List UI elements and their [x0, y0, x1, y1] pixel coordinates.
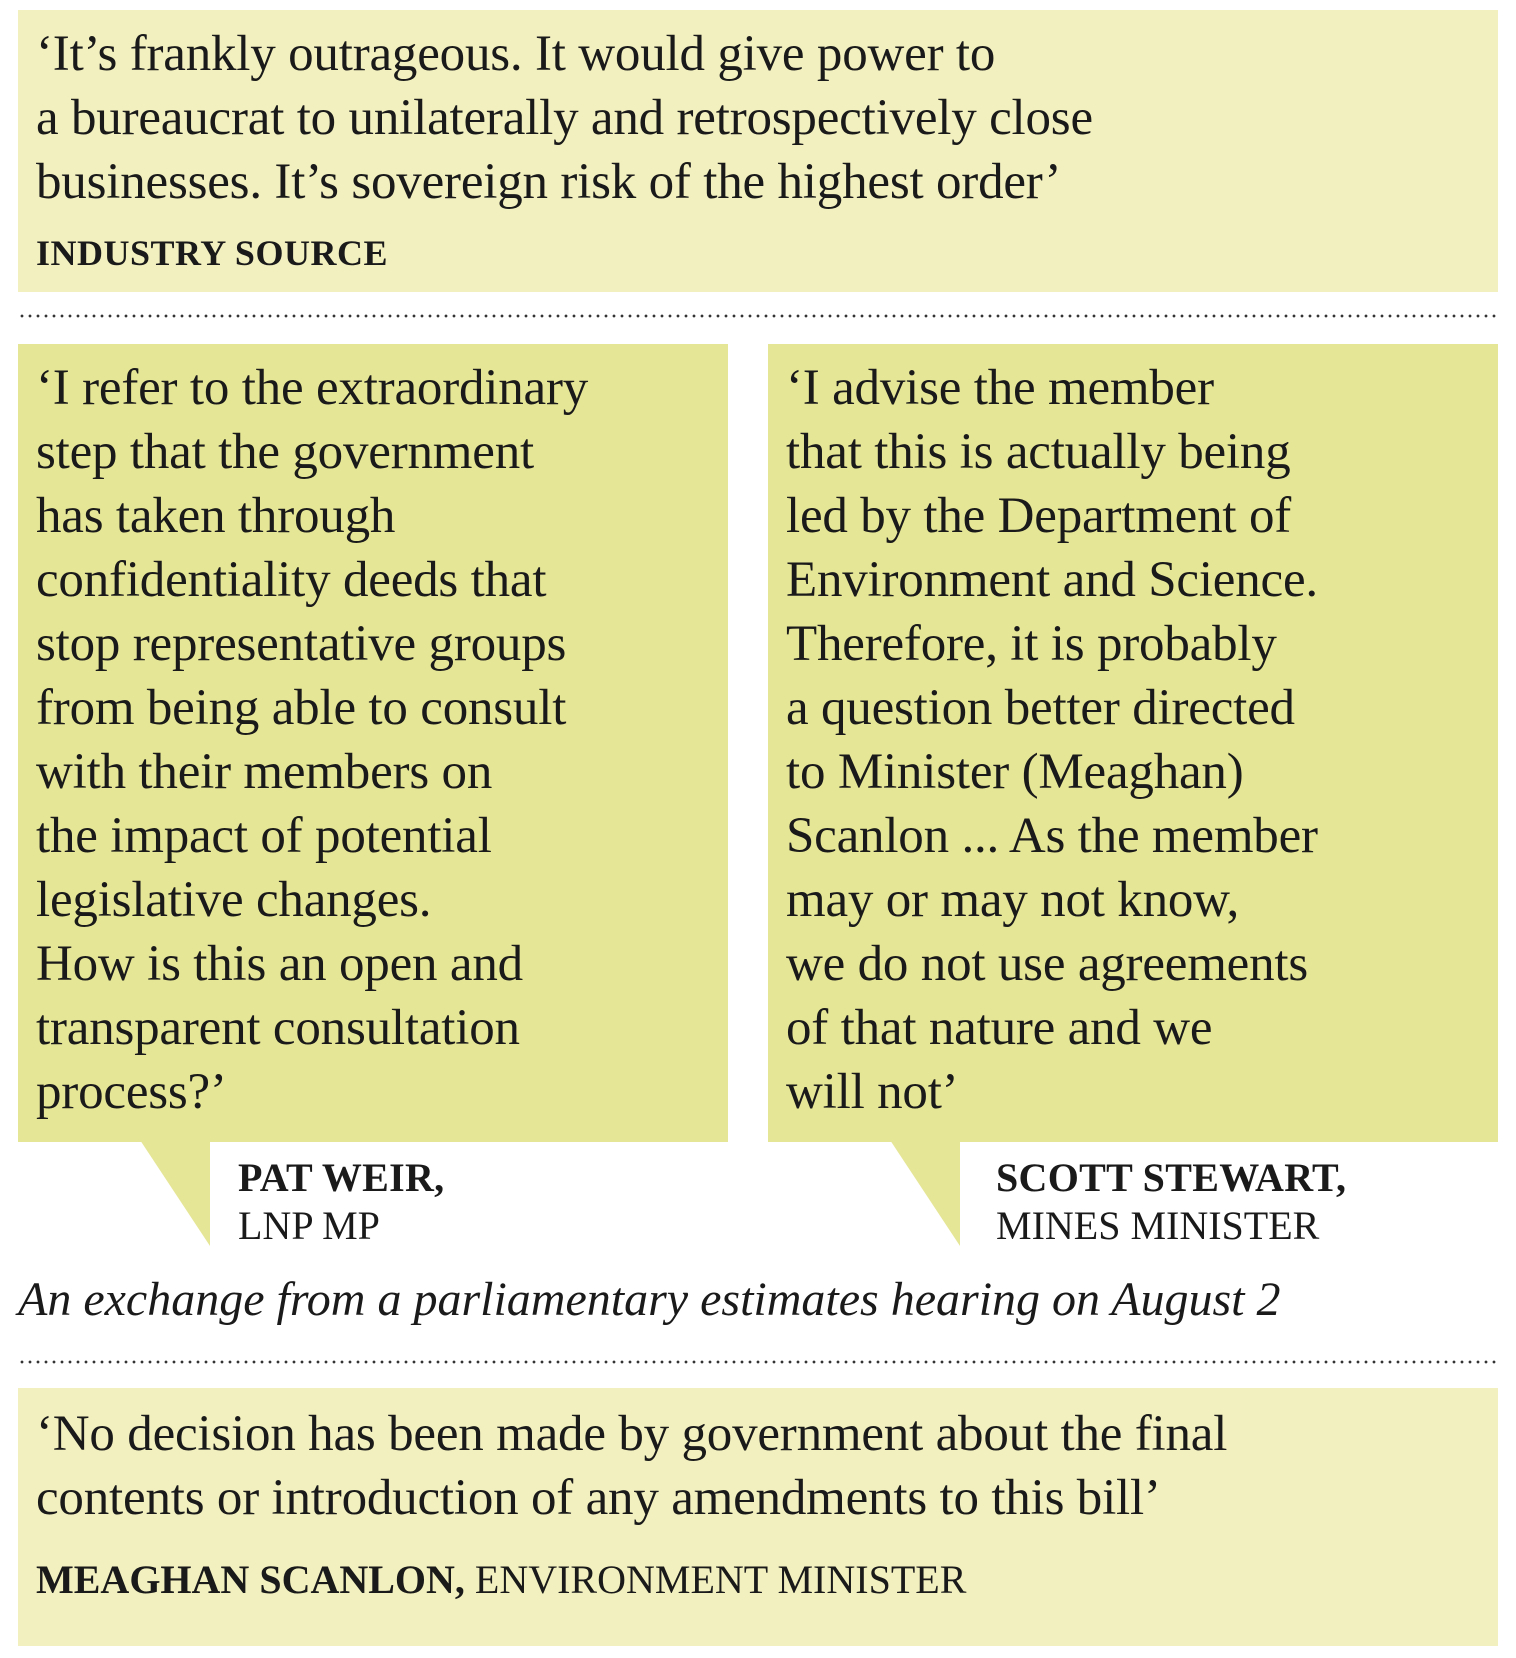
right-attribution — [996, 1154, 1346, 1250]
bottom-quote-text: ‘No decision has been made by government about the final contents or introduction of any amendments to this bill’ — [36, 1406, 1228, 1526]
dotted-divider-bottom — [18, 1360, 1498, 1364]
right-quote-box — [768, 344, 1498, 1142]
dotted-divider-top — [18, 314, 1498, 318]
bottom-source-role: ENVIRONMENT MINISTER — [464, 1557, 967, 1602]
right-quote-text: ‘I advise the member that this is actually being led by the Department of Environment and Science. Therefore, it is probably a question better directed to Minister (Meaghan) Scanlon ... As the member may or may not know, we do not use agreements of that nature and we will not’ — [786, 360, 1318, 1120]
left-speaker-name: PAT WEIR, — [238, 1155, 445, 1200]
top-quote-source: INDUSTRY SOURCE — [36, 233, 388, 273]
bottom-source-name: MEAGHAN SCANLON, — [36, 1557, 465, 1602]
left-bubble-tail — [140, 1140, 220, 1250]
bottom-quote-box — [18, 1388, 1498, 1646]
right-speaker-role: MINES MINISTER — [996, 1203, 1320, 1248]
top-quote-text: ‘It’s frankly outrageous. It would give power to a bureaucrat to unilaterally and retrospectively close businesses. It’s sovereign risk of the highest order’ — [36, 26, 1093, 210]
bottom-quote-source — [36, 1556, 1480, 1603]
exchange-caption: An exchange from a parliamentary estimates hearing on August 2 — [18, 1273, 1281, 1326]
left-quote-box — [18, 344, 728, 1142]
right-bubble-tail — [890, 1140, 970, 1250]
left-quote-text: ‘I refer to the extraordinary step that the government has taken through confidentiality deeds that stop representative groups from being able to consult with their members on the impact of potential legislative changes. How is this an open and transparent consultation process?’ — [36, 360, 589, 1120]
right-speaker-name: SCOTT STEWART, — [996, 1155, 1347, 1200]
left-attribution — [238, 1154, 444, 1250]
left-speaker-role: LNP MP — [238, 1203, 380, 1248]
top-quote-box — [18, 10, 1498, 292]
